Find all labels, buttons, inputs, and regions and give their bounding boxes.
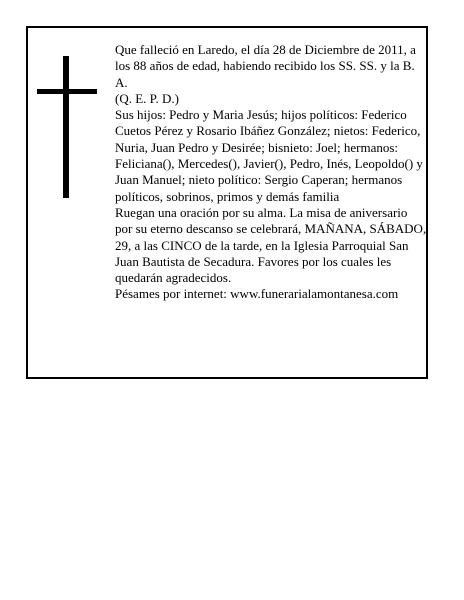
rip-abbreviation: (Q. E. P. D.) — [115, 90, 179, 106]
cross-icon — [37, 56, 97, 198]
cross-vertical-bar — [63, 56, 69, 198]
mass-announcement: Ruegan una oración por su alma. La misa de aniversario por su eterno descanso se celebrará, MAÑANA, SÁBADO, 29, a las CINCO de la tarde, en la Iglesia Parroquial San Juan Bautista de Secadura. Favores por los cuales les quedarán agradecidos. — [115, 204, 427, 286]
death-announcement: Que falleció en Laredo, el día 28 de Diciembre de 2011, a los 88 años de edad, habiendo recibido los SS. SS. y la B. A. — [115, 42, 416, 90]
family-list: Sus hijos: Pedro y Maria Jesús; hijos políticos: Federico Cuetos Pérez y Rosario Ibáñez González; nietos: Federico, Nuria, Juan Pedro y Desirée; bisnieto: Joel; hermanos: Feliciana(), Mercedes(), Javier(), Pedro, Inés, Leopoldo() y Juan Manuel; nieto político: Sergio Caperan; hermanos políticos, sobrinos, primos y demás familia — [115, 107, 423, 204]
obituary-notice — [26, 26, 428, 379]
cross-horizontal-bar — [37, 89, 97, 94]
condolences-website: Pésames por internet: www.funerarialamontanesa.com — [115, 286, 399, 302]
obituary-text — [115, 42, 427, 303]
